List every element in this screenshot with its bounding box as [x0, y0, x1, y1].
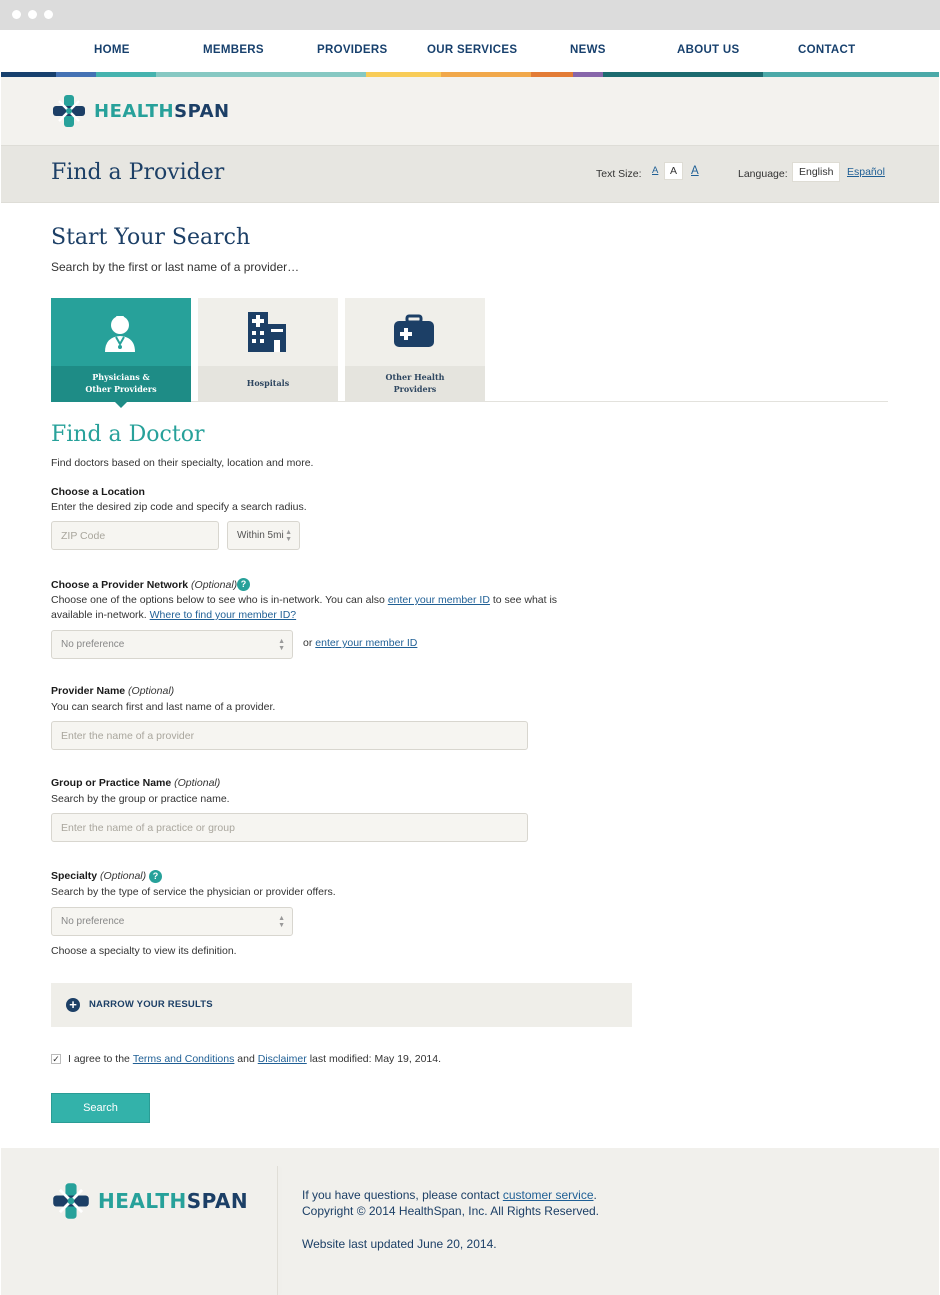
healthspan-logo-icon — [51, 1181, 91, 1221]
plus-icon: + — [66, 998, 80, 1012]
tab-physicians[interactable] — [51, 298, 191, 402]
window-dot-icon[interactable] — [44, 10, 53, 19]
tab-other-health-providers[interactable] — [345, 298, 485, 402]
network-help-icon[interactable]: ? — [237, 578, 250, 591]
member-id-link[interactable]: enter your member ID — [387, 594, 490, 606]
healthspan-logo[interactable] — [51, 93, 230, 129]
location-desc: Enter the desired zip code and specify a search radius. — [51, 501, 307, 513]
text-size-small[interactable]: A — [652, 165, 659, 176]
footer-divider — [277, 1166, 278, 1295]
footer-updated: Website last updated June 20, 2014. — [302, 1237, 497, 1251]
where-member-id-link[interactable]: Where to find your member ID? — [149, 609, 297, 621]
hospital-icon — [244, 310, 290, 356]
tab-label-line: Providers — [393, 384, 437, 394]
member-id-link-2[interactable]: enter your member ID — [315, 637, 418, 649]
browser-chrome — [0, 0, 940, 30]
group-desc: Search by the group or practice name. — [51, 793, 230, 805]
tab-label-line: Physicians & — [92, 372, 150, 383]
logo-text-span: SPAN — [186, 1189, 249, 1213]
specialty-select[interactable] — [51, 907, 293, 936]
tab-physicians-label — [51, 366, 191, 402]
nav-about-us[interactable]: ABOUT US — [677, 44, 740, 56]
tabs-divider — [191, 401, 888, 402]
select-arrows-icon: ▲ ▼ — [278, 638, 285, 652]
network-desc-text: to see what is — [492, 594, 558, 606]
provider-name-label-text: Provider Name — [51, 685, 126, 697]
network-select-value: No preference — [61, 639, 125, 650]
optional-tag: (Optional) — [191, 579, 238, 591]
specialty-help-icon[interactable]: ? — [149, 870, 162, 883]
footer-text: If you have questions, please contact — [302, 1188, 500, 1202]
language-espanol[interactable]: Español — [847, 166, 885, 178]
tab-label-line: Other Health — [385, 372, 445, 383]
agree-text: and — [237, 1053, 255, 1065]
specialty-label-text: Specialty — [51, 870, 98, 882]
main-nav — [1, 30, 939, 72]
nav-members[interactable]: MEMBERS — [203, 44, 264, 56]
language-english[interactable]: English — [792, 162, 840, 182]
optional-tag: (Optional) — [100, 870, 147, 882]
provider-name-label — [51, 685, 174, 697]
footer-copyright: Copyright © 2014 HealthSpan, Inc. All Rights Reserved. — [302, 1204, 599, 1218]
footer — [1, 1148, 939, 1295]
search-subheading: Search by the first or last name of a provider… — [51, 260, 300, 274]
network-desc-text: Choose one of the options below to see who is in-network. You can also — [51, 594, 385, 606]
brand-bar — [1, 77, 939, 145]
text-size-label: Text Size: — [596, 168, 642, 180]
logo-text-health: HEALTH — [94, 100, 175, 122]
location-label: Choose a Location — [51, 486, 145, 498]
nav-news[interactable]: NEWS — [570, 44, 606, 56]
agree-text: last modified: May 19, 2014. — [309, 1053, 442, 1065]
zip-code-input[interactable] — [51, 521, 219, 550]
footer-contact — [302, 1188, 597, 1202]
text-size-large[interactable]: A — [691, 165, 699, 177]
find-doctor-intro: Find doctors based on their specialty, location and more. — [51, 457, 314, 469]
tab-label-line: Hospitals — [246, 378, 290, 389]
group-label-text: Group or Practice Name — [51, 777, 172, 789]
narrow-results-label: NARROW YOUR RESULTS — [89, 999, 213, 1010]
network-desc-text: available in-network. — [51, 609, 147, 621]
optional-tag: (Optional) — [174, 777, 221, 789]
tab-other-label — [345, 366, 485, 402]
nav-providers[interactable]: PROVIDERS — [317, 44, 388, 56]
find-doctor-heading: Find a Doctor — [51, 422, 205, 447]
footer-logo[interactable] — [51, 1181, 248, 1221]
specialty-desc: Search by the type of service the physician or provider offers. — [51, 886, 336, 898]
nav-our-services[interactable]: OUR SERVICES — [427, 44, 518, 56]
narrow-results-toggle[interactable] — [51, 983, 632, 1027]
search-heading: Start Your Search — [51, 225, 251, 250]
radius-select[interactable] — [227, 521, 300, 550]
terms-link[interactable]: Terms and Conditions — [132, 1053, 235, 1065]
window-dot-icon[interactable] — [28, 10, 37, 19]
or-member-id — [303, 636, 417, 651]
medical-kit-icon — [391, 310, 437, 356]
tab-hospitals[interactable] — [198, 298, 338, 402]
logo-text — [98, 1189, 248, 1213]
specialty-note: Choose a specialty to view its definition. — [51, 945, 237, 957]
network-label — [51, 579, 237, 591]
page — [1, 30, 939, 1295]
select-arrows-icon: ▲ ▼ — [285, 529, 292, 543]
radius-value: Within 5mi — [237, 530, 284, 541]
page-title: Find a Provider — [51, 160, 225, 185]
group-label — [51, 777, 220, 789]
tab-label-line: Other Providers — [85, 384, 157, 394]
footer-text: . — [593, 1188, 597, 1202]
text-size-medium[interactable]: A — [664, 162, 683, 180]
disclaimer-link[interactable]: Disclaimer — [257, 1053, 307, 1065]
provider-name-input[interactable] — [51, 721, 528, 750]
agree-text: I agree to the — [68, 1053, 130, 1065]
agree-checkbox[interactable]: ✓ — [52, 1054, 60, 1064]
logo-text-health: HEALTH — [98, 1189, 187, 1213]
search-button[interactable]: Search — [51, 1093, 150, 1123]
nav-contact[interactable]: CONTACT — [798, 44, 856, 56]
logo-text-span: SPAN — [174, 100, 230, 122]
or-text: or — [303, 637, 313, 649]
window-dot-icon[interactable] — [12, 10, 21, 19]
logo-text — [94, 101, 230, 122]
page-title-bar — [1, 145, 939, 203]
specialty-select-value: No preference — [61, 916, 125, 927]
network-select[interactable] — [51, 630, 293, 659]
physician-icon — [97, 310, 143, 356]
network-label-text: Choose a Provider Network — [51, 579, 189, 591]
group-name-input[interactable] — [51, 813, 528, 842]
nav-home[interactable]: HOME — [94, 44, 130, 56]
network-desc — [51, 593, 571, 623]
tab-hospitals-label — [198, 366, 338, 402]
specialty-label — [51, 870, 146, 882]
optional-tag: (Optional) — [128, 685, 175, 697]
customer-service-link[interactable]: customer service — [502, 1188, 594, 1202]
language-label: Language: — [738, 168, 788, 180]
agree-row — [51, 1053, 441, 1065]
provider-name-desc: You can search first and last name of a provider. — [51, 701, 276, 713]
healthspan-logo-icon — [51, 93, 87, 129]
select-arrows-icon: ▲ ▼ — [278, 915, 285, 929]
